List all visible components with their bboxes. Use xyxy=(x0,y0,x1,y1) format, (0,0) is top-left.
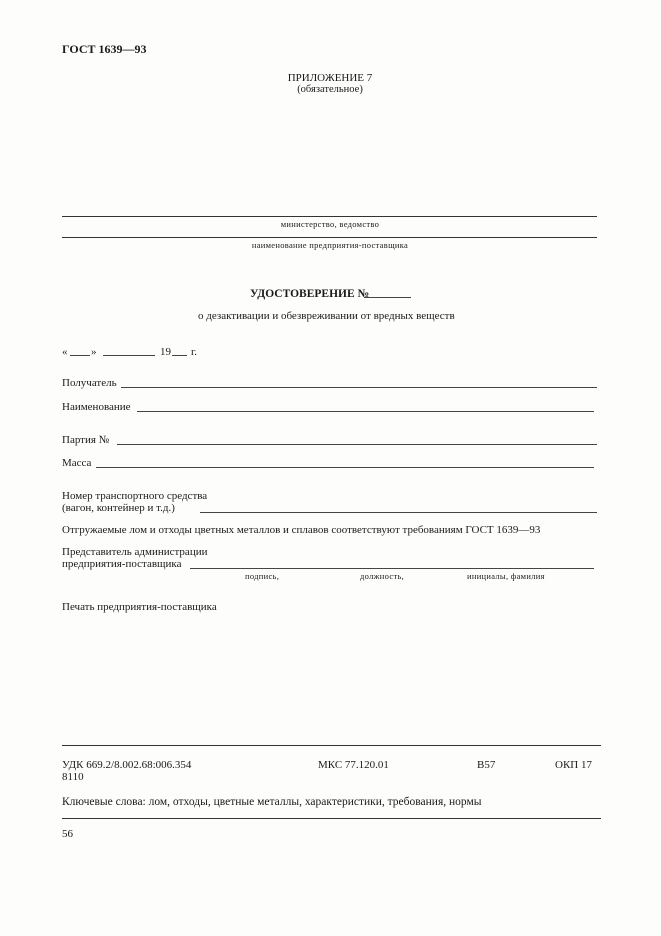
document-code: ГОСТ 1639—93 xyxy=(62,42,147,56)
mass-label: Масса xyxy=(62,457,92,469)
date-suffix: г. xyxy=(191,346,198,358)
batch-blank xyxy=(117,444,597,445)
page-number: 56 xyxy=(62,828,73,840)
appendix-title: ПРИЛОЖЕНИЕ 7 xyxy=(287,72,373,84)
footer-top-rule xyxy=(62,745,601,746)
date-open-quote: « xyxy=(62,346,68,358)
certificate-title: УДОСТОВЕРЕНИЕ № xyxy=(250,288,370,300)
date-month-blank xyxy=(103,355,155,356)
compliance-statement: Отгружаемые лом и отходы цветных металлов и сплавов соответствуют требованиям ГОСТ 1639—93 xyxy=(62,524,541,536)
ministry-line xyxy=(62,216,597,217)
name-label: Наименование xyxy=(62,401,131,413)
enterprise-caption: наименование предприятия-поставщика xyxy=(251,240,409,250)
initials-caption: инициалы, фамилия xyxy=(467,571,545,581)
keywords: Ключевые слова: лом, отходы, цветные металлы, характеристики, требования, нормы xyxy=(62,796,482,808)
appendix-subtitle: (обязательное) xyxy=(297,84,363,95)
representative-label-line2: предприятия-поставщика xyxy=(62,558,182,570)
position-caption: должность, xyxy=(360,571,405,581)
vehicle-label-line1: Номер транспортного средства xyxy=(62,490,208,502)
representative-label-line1: Представитель администрации xyxy=(62,546,208,558)
enterprise-line xyxy=(62,237,597,238)
okp-code: ОКП 17 xyxy=(555,759,592,771)
name-blank xyxy=(137,411,594,412)
ministry-caption: министерство, ведомство xyxy=(280,219,380,229)
date-close-quote: » xyxy=(91,346,97,358)
signature-caption: подпись, xyxy=(245,571,280,581)
certificate-number-blank xyxy=(364,297,411,298)
udk-code-extra: 8110 xyxy=(62,771,84,783)
batch-label: Партия № xyxy=(62,434,110,446)
date-year-prefix: 19 xyxy=(160,346,171,358)
representative-blank xyxy=(190,568,594,569)
date-day-blank xyxy=(70,355,90,356)
recipient-blank xyxy=(121,387,597,388)
recipient-label: Получатель xyxy=(62,377,117,389)
mks-code: МКС 77.120.01 xyxy=(318,759,389,771)
vehicle-label-line2: (вагон, контейнер и т.д.) xyxy=(62,502,175,514)
certificate-purpose: о дезактивации и обезвреживании от вредных веществ xyxy=(198,310,455,322)
vehicle-blank xyxy=(200,512,597,513)
group-code: В57 xyxy=(477,759,496,771)
udk-code: УДК 669.2/8.002.68:006.354 xyxy=(62,759,192,771)
footer-bottom-rule xyxy=(62,818,601,819)
mass-blank xyxy=(96,467,594,468)
date-year-blank xyxy=(172,355,187,356)
stamp-label: Печать предприятия-поставщика xyxy=(62,601,217,613)
